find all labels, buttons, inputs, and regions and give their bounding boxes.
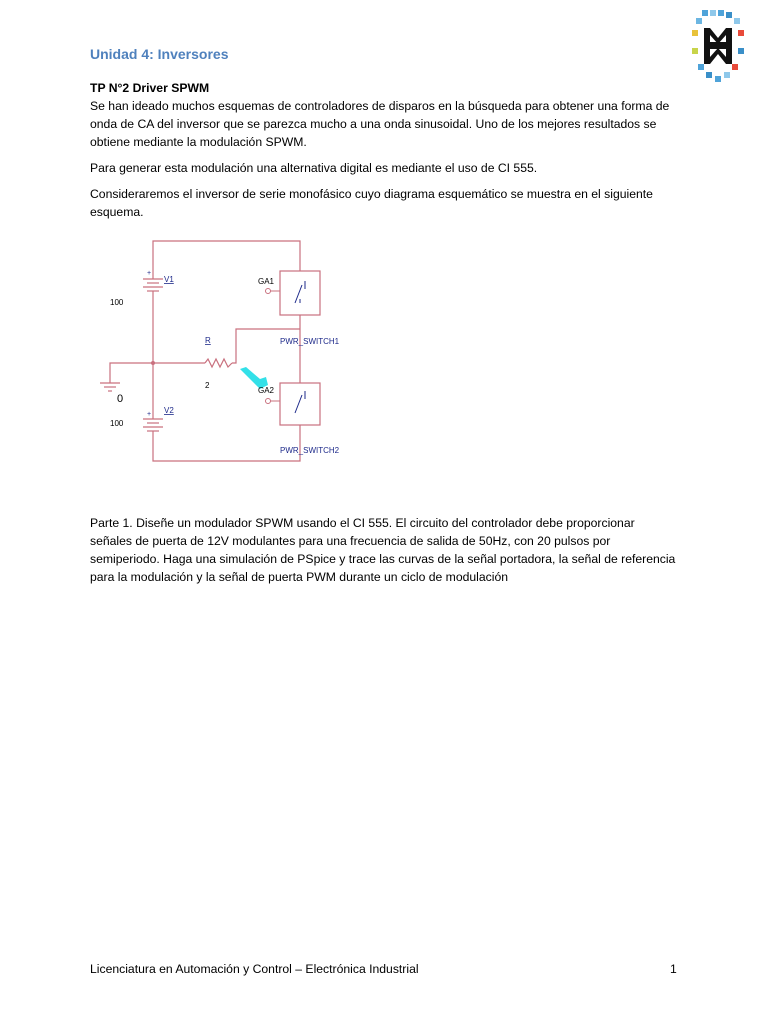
intro-paragraph: Se han ideado muchos esquemas de controladores de disparos en la búsqueda para obtener una forma de onda de CA del inversor que se parezca mucho a una onda sinusoidal. Uno de los mejores resultados se obtiene mediante la modulación SPWM. [90,99,670,149]
r-label: R [205,336,211,345]
v2-label: V2 [164,406,174,415]
wire-top [153,241,300,271]
tp-title: TP N°2 Driver SPWM [90,81,210,95]
ga2-label: GA2 [258,386,275,395]
wire-resistor-out [232,329,300,363]
switch1-label: PWR_SWITCH1 [280,337,340,346]
junction-dot [151,361,155,365]
wire-bottom [153,425,300,461]
switch2-box [280,383,320,425]
inverter-schematic [90,233,390,473]
v2-value: 100 [110,419,124,428]
v1-value: 100 [110,298,124,307]
unit-heading: Unidad 4: Inversores [90,46,229,62]
wire-ground [110,363,153,383]
svg-text:+: + [147,411,152,418]
part1-paragraph: Parte 1. Diseñe un modulador SPWM usando el CI 555. El circuito del controlador debe proporcionar señales de puerta de 12V modulantes para una frecuencia de salida de 50Hz, con 20 pulsos por semiperiodo. Haga una simulación de PSpice y trace las curvas de la señal portadora, la señal de referencia para la modulación y la señal de puerta PWM durante un ciclo de modulación [90,516,676,584]
university-logo [688,8,748,84]
ground-label: 0 [117,393,124,405]
body-text [90,79,680,221]
ga1-label: GA1 [258,277,275,286]
resistor-r [205,359,232,367]
footer-course: Licenciatura en Automación y Control – Electrónica Industrial [90,962,419,976]
switch1-box [280,271,320,315]
page-number: 1 [670,962,677,976]
v1-label: V1 [164,275,174,284]
svg-text:+: + [147,270,152,277]
paragraph-schematic: Consideraremos el inversor de serie monofásico cuyo diagrama esquemático se muestra en el siguiente esquema. [90,187,653,219]
paragraph-555: Para generar esta modulación una alternativa digital es mediante el uso de CI 555. [90,161,538,175]
switch2-label: PWR_SWITCH2 [280,446,340,455]
r-value: 2 [205,381,210,390]
